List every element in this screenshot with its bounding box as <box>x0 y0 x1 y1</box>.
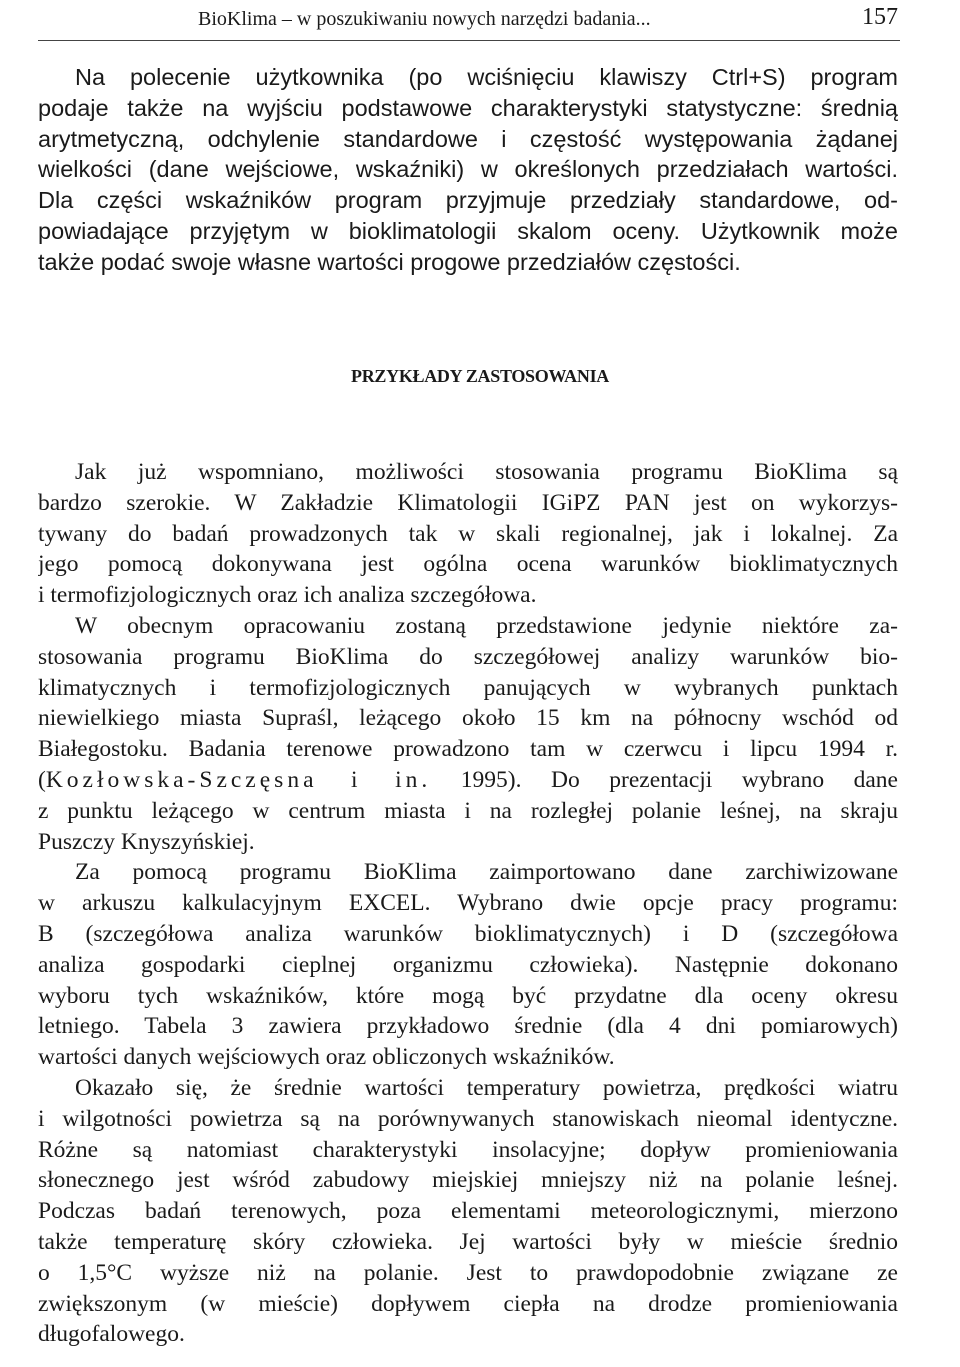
text-line: z punktu leżącego w centrum miasta i na rozległej polanie leśnej, na skraju <box>38 797 898 824</box>
text-line: stosowania programu BioKlima do szczegółowej analizy warunków bio- <box>38 643 898 670</box>
text-line: letniego. Tabela 3 zawiera przykładowo średnie (dla 4 dni pomiarowych) <box>38 1013 898 1040</box>
running-title: BioKlima – w poszukiwaniu nowych narzędzi badania... <box>198 8 651 30</box>
text-line: B (szczegółowa analiza warunków bioklimatycznych) i D (szczegółowa <box>38 920 898 947</box>
text-line: Jak już wspomniano, możliwości stosowania programu BioKlima są <box>75 459 898 485</box>
text-line: i termofizjologicznych oraz ich analiza szczegółowa. <box>38 582 537 609</box>
text-line: analiza gospodarki cieplnej organizmu człowieka). Następnie dokonano <box>38 951 898 978</box>
text-line: wyboru tych wskaźników, które mogą być przydatne dla oceny okresu <box>38 982 898 1009</box>
text-line: podaje także na wyjściu podstawowe charakterystyki statystyczne: średnią <box>38 94 898 121</box>
text-line: słonecznego jest wśród zabudowy miejskiej mniejszy niż na polanie leśnej. <box>38 1167 898 1194</box>
citation-author: Kozłowska-Szczęsna i in. <box>45 766 432 793</box>
text-line: bardzo szerokie. W Zakładzie Klimatologii IGiPZ PAN jest on wykorzys- <box>38 489 898 516</box>
text-line: wielkości (dane wejściowe, wskaźniki) w określonych przedziałach wartości. <box>38 156 898 183</box>
text-line: klimatycznych i termofizjologicznych panujących w wybranych punktach <box>38 674 898 701</box>
text-line: zwiększonym (w mieście) dopływem ciepła na drodze promieniowania <box>38 1290 898 1317</box>
text-line: tywany do badań prowadzonych tak w skali regionalnej, jak i lokalnej. Za <box>38 520 898 547</box>
text-line: Białegostoku. Badania terenowe prowadzono tam w czerwcu i lipcu 1994 r. <box>38 736 898 763</box>
citation-line <box>38 765 898 796</box>
text-line: i wilgotności powietrza są na porównywanych stanowiskach nieomal identyczne. <box>38 1105 898 1132</box>
section-heading: PRZYKŁADY ZASTOSOWANIA <box>351 366 609 386</box>
text-line: W obecnym opracowaniu zostaną przedstawione jedynie niektóre za- <box>75 612 898 639</box>
text-line: jego pomocą dokonywana jest ogólna ocena warunków bioklimatycznych <box>38 551 898 578</box>
page-number: 157 <box>862 4 898 30</box>
citation-open: ( <box>38 766 46 793</box>
header-rule <box>38 40 900 41</box>
text-line: Okazało się, że średnie wartości temperatury powietrza, prędkości wiatru <box>75 1074 898 1101</box>
text-line: arytmetyczną, odchylenie standardowe i częstość występowania żądanej <box>38 125 898 152</box>
intro-paragraph <box>38 62 898 278</box>
text-line: o 1,5°C wyższe niż na polanie. Jest to prawdopodobnie związane ze <box>38 1259 898 1286</box>
text-line: Dla części wskaźników program przyjmuje przedziały standardowe, od- <box>38 187 898 214</box>
text-line: Puszczy Knyszyńskiej. <box>38 828 255 855</box>
citation-rest: 1995). Do prezentacji wybrano dane <box>431 766 898 793</box>
text-line: powiadające przyjętym w bioklimatologii skalom oceny. Użytkownik może <box>38 217 898 244</box>
text-line: także podać swoje własne wartości progowe przedziałów częstości. <box>38 248 741 275</box>
body-text <box>38 457 898 1350</box>
text-line: niewielkiego miasta Supraśl, leżącego około 15 km na północny wschód od <box>38 705 898 732</box>
text-line: Różne są natomiast charakterystyki insolacyjne; dopływ promieniowania <box>38 1136 898 1163</box>
text-line: Za pomocą programu BioKlima zaimportowano dane zarchiwizowane <box>75 859 898 886</box>
text-line: także temperaturę skóry człowieka. Jej wartości były w mieście średnio <box>38 1228 898 1255</box>
running-head <box>198 4 898 34</box>
text-line: w arkuszu kalkulacyjnym EXCEL. Wybrano dwie opcje pracy programu: <box>38 890 898 917</box>
text-line: wartości danych wejściowych oraz obliczonych wskaźników. <box>38 1044 615 1071</box>
text-line: Podczas badań terenowych, poza elementami meteorologicznymi, mierzono <box>38 1198 898 1225</box>
text-line: Na polecenie użytkownika (po wciśnięciu klawiszy Ctrl+S) program <box>75 64 898 90</box>
text-line: długofalowego. <box>38 1321 185 1348</box>
